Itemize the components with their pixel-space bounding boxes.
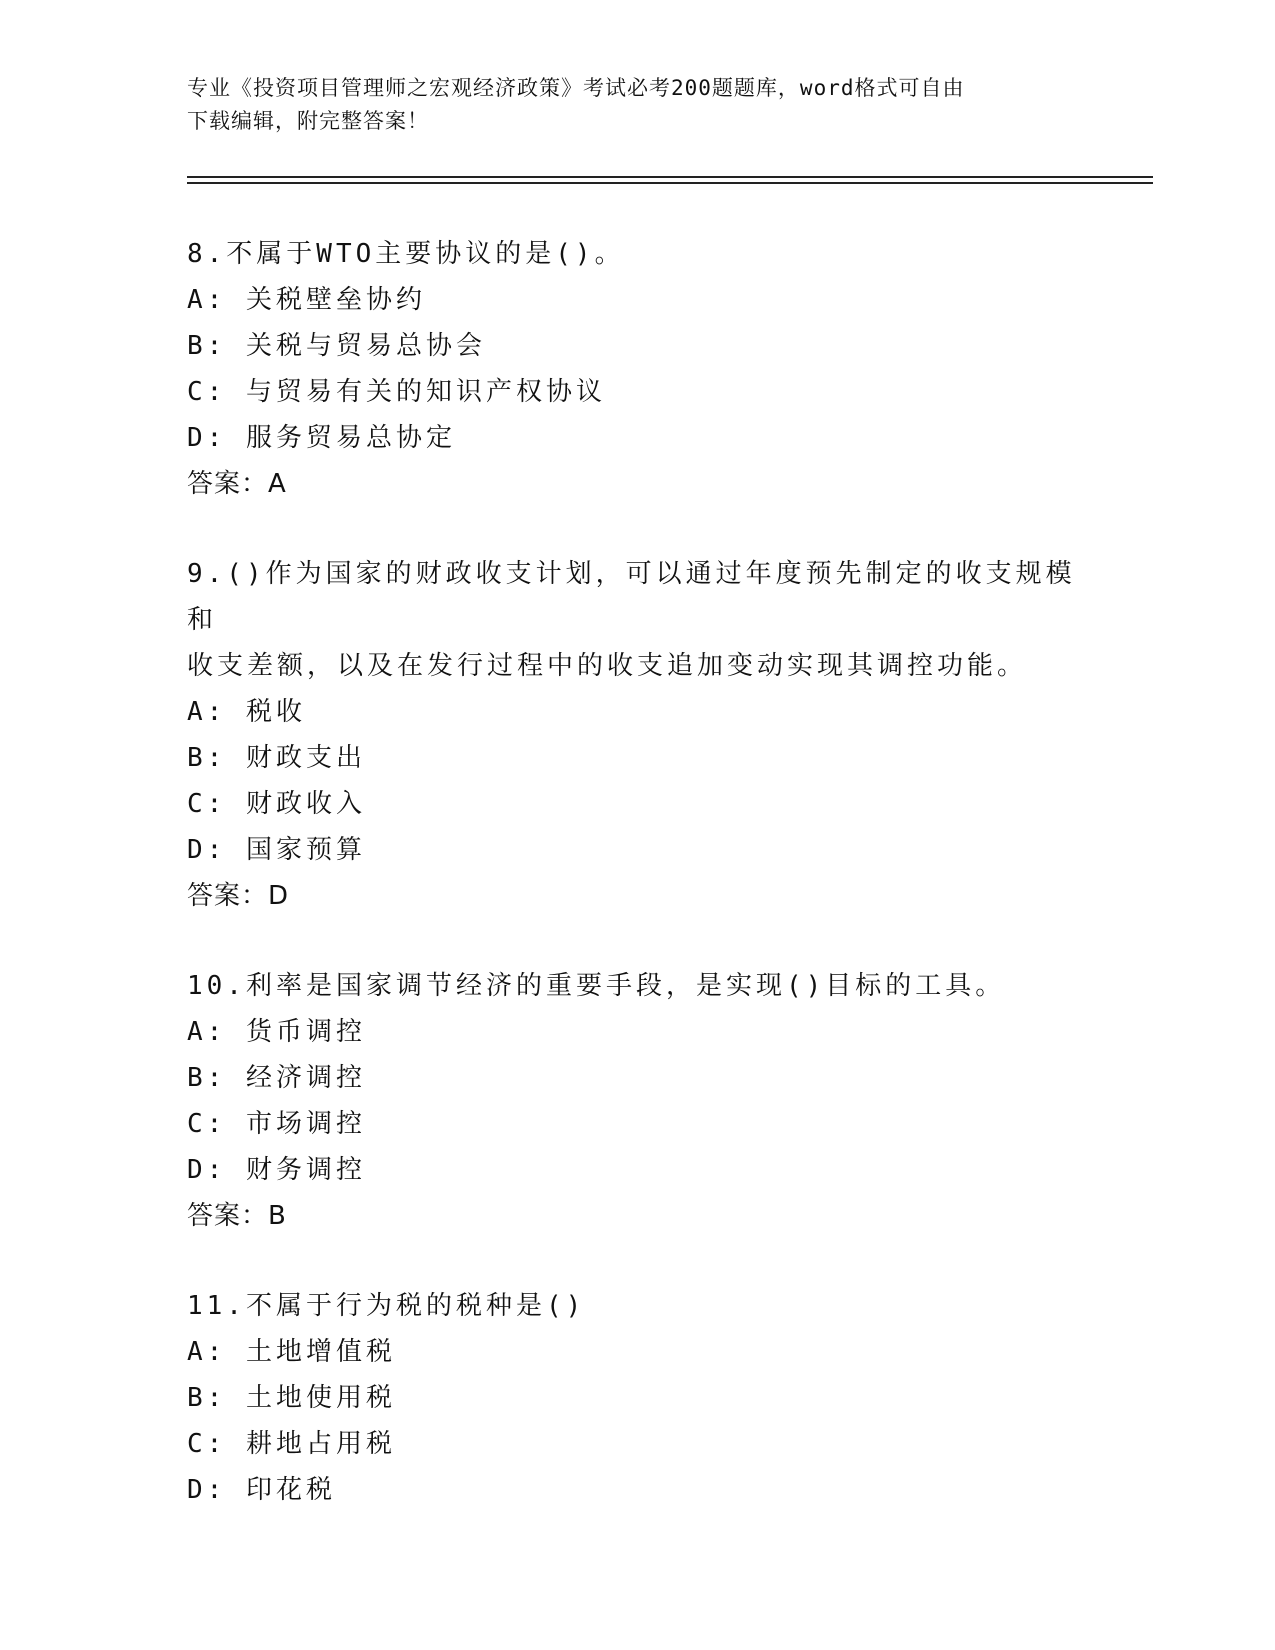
option-a: A: 关税壁垒协约: [187, 285, 426, 315]
option-b: B: 关税与贸易总协会: [187, 331, 486, 361]
question-8: [187, 231, 1087, 507]
question-stem-continued: 收支差额，以及在发行过程中的收支追加变动实现其调控功能。: [187, 651, 1028, 681]
option-b: B: 财政支出: [187, 743, 366, 773]
answer-line: 答案：B: [187, 1201, 287, 1231]
option-d: D: 财务调控: [187, 1155, 366, 1185]
header-divider-bottom: [187, 182, 1153, 184]
option-d: D: 印花税: [187, 1475, 336, 1505]
option-a: A: 税收: [187, 697, 306, 727]
question-10: [187, 963, 1087, 1239]
document-header: [187, 72, 1067, 138]
question-11: [187, 1283, 1087, 1513]
option-a: A: 货币调控: [187, 1017, 366, 1047]
option-d: D: 国家预算: [187, 835, 366, 865]
question-stem: 9.()作为国家的财政收支计划，可以通过年度预先制定的收支规模和: [187, 559, 1076, 635]
question-list: [187, 231, 1087, 1557]
option-b: B: 经济调控: [187, 1063, 366, 1093]
header-line-1: 专业《投资项目管理师之宏观经济政策》考试必考200题题库，word格式可自由: [187, 76, 965, 100]
question-stem: 11.不属于行为税的税种是(): [187, 1291, 586, 1321]
question-stem: 8.不属于WTO主要协议的是()。: [187, 239, 625, 269]
option-c: C: 市场调控: [187, 1109, 366, 1139]
option-c: C: 财政收入: [187, 789, 366, 819]
option-c: C: 与贸易有关的知识产权协议: [187, 377, 606, 407]
option-b: B: 土地使用税: [187, 1383, 396, 1413]
question-stem: 10.利率是国家调节经济的重要手段，是实现()目标的工具。: [187, 971, 1006, 1001]
option-d: D: 服务贸易总协定: [187, 423, 456, 453]
header-line-2: 下载编辑，附完整答案！: [187, 109, 429, 133]
option-a: A: 土地增值税: [187, 1337, 396, 1367]
question-9: [187, 551, 1087, 919]
header-divider-top: [187, 176, 1153, 178]
answer-line: 答案：D: [187, 881, 290, 911]
option-c: C: 耕地占用税: [187, 1429, 396, 1459]
answer-line: 答案：A: [187, 469, 287, 499]
